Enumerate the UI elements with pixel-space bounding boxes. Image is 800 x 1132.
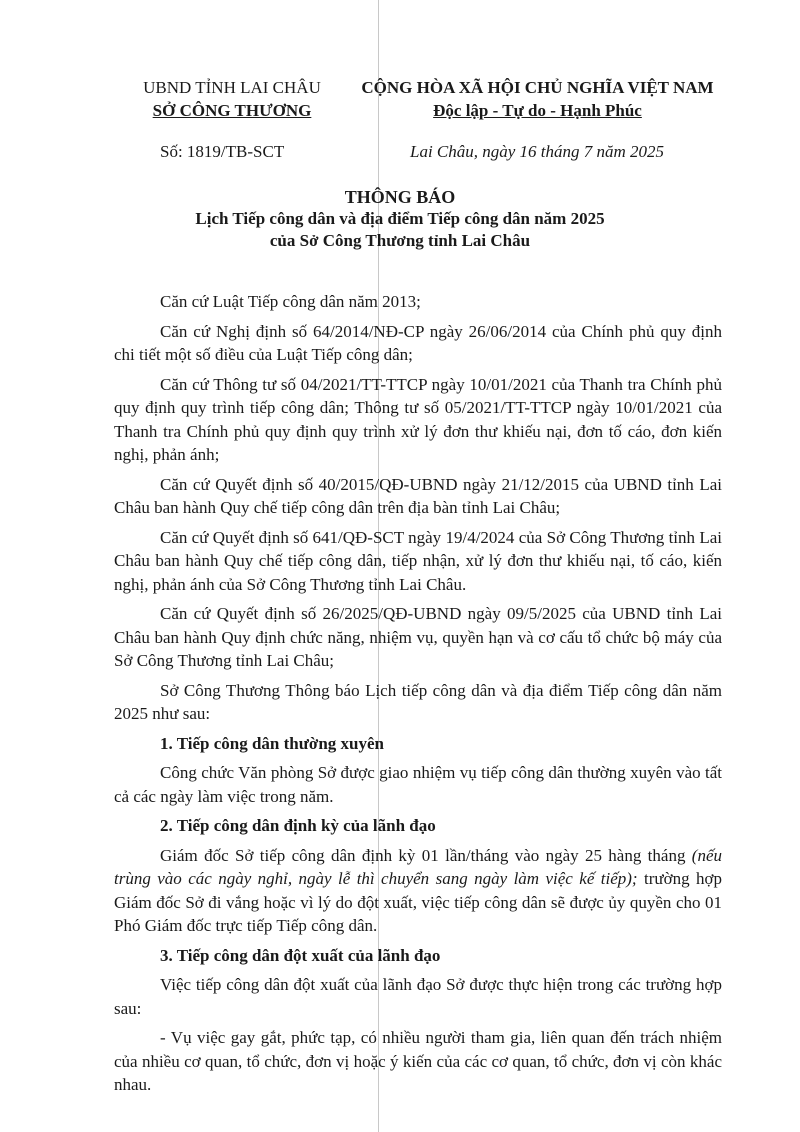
- document-number: Số: 1819/TB-SCT: [160, 142, 285, 161]
- nation-name: CỘNG HÒA XÃ HỘI CHỦ NGHĨA VIỆT NAM: [361, 78, 714, 97]
- paragraph: Căn cứ Luật Tiếp công dân năm 2013;: [160, 292, 421, 311]
- paragraph: Căn cứ Nghị định số 64/2014/NĐ-CP ngày 26/06/2014 của Chính phủ quy định chi tiết một số điều của Luật Tiếp công dân;: [114, 321, 722, 364]
- paragraph: - Vụ việc gay gắt, phức tạp, có nhiều người tham gia, liên quan đến trách nhiệm của nhiều cơ quan, tổ chức, đơn vị hoặc ý kiến của các cơ quan, tổ chức, đơn vị còn khác nhau.: [114, 1028, 722, 1094]
- paragraph: Công chức Văn phòng Sở được giao nhiệm vụ tiếp công dân thường xuyên vào tất cả các ngày làm việc trong năm.: [114, 763, 722, 806]
- parent-organization: UBND TỈNH LAI CHÂU: [143, 78, 321, 97]
- section-heading: 1. Tiếp công dân thường xuyên: [160, 733, 384, 753]
- section-heading: 3. Tiếp công dân đột xuất của lãnh đạo: [160, 945, 441, 965]
- title-line-2: của Sở Công Thương tỉnh Lai Châu: [269, 231, 531, 250]
- paragraph-text: trường hợp Giám đốc Sở đi vắng hoặc vì lý do đột xuất, việc tiếp công dân sẽ được ủy quyền cho 01 Phó Giám đốc trực tiếp Tiếp công dân.: [114, 869, 723, 935]
- issuing-agency: [112, 76, 352, 122]
- document-title: [90, 186, 710, 252]
- paragraph: Căn cứ Quyết định số 641/QĐ-SCT ngày 19/4/2024 của Sở Công Thương tỉnh Lai Châu ban hành Quy chế tiếp công dân, tiếp nhận, xử lý đơn thư khiếu nại, tố cáo, kiến nghị, phản ánh của Sở Công Thương tỉnh Lai Châu.: [114, 527, 722, 594]
- paragraph-text: Giám đốc Sở tiếp công dân định kỳ 01 lần/tháng vào ngày 25 hàng tháng: [160, 845, 686, 865]
- paragraph: [114, 844, 722, 938]
- document-body: [114, 290, 722, 1103]
- national-heading: [345, 76, 730, 122]
- section-heading: 2. Tiếp công dân định kỳ của lãnh đạo: [160, 816, 436, 835]
- document-date: Lai Châu, ngày 16 tháng 7 năm 2025: [410, 142, 665, 161]
- paragraph: Việc tiếp công dân đột xuất của lãnh đạo Sở được thực hiện trong các trường hợp sau:: [114, 975, 722, 1018]
- organization-name: SỞ CÔNG THƯƠNG: [152, 101, 312, 120]
- paragraph: Căn cứ Thông tư số 04/2021/TT-TTCP ngày 10/01/2021 của Thanh tra Chính phủ quy định quy trình tiếp công dân; Thông tư số 05/2021/TT-TTCP ngày 10/01/2021 của Thanh tra Chính phủ quy định quy trình xử lý đơn thư khiếu nại, đơn tố cáo, đơn kiến nghị, phản ánh;: [114, 374, 722, 464]
- paragraph: Sở Công Thương Thông báo Lịch tiếp công dân và địa điểm Tiếp công dân năm 2025 như sau:: [114, 680, 722, 723]
- paragraph: Căn cứ Quyết định số 26/2025/QĐ-UBND ngày 09/5/2025 của UBND tỉnh Lai Châu ban hành Quy định chức năng, nhiệm vụ, quyền hạn và cơ cấu tổ chức bộ máy của Sở Công Thương tỉnh Lai Châu;: [114, 604, 722, 670]
- paragraph: Căn cứ Quyết định số 40/2015/QĐ-UBND ngày 21/12/2015 của UBND tỉnh Lai Châu ban hành Quy chế tiếp công dân trên địa bàn tỉnh Lai Châu;: [114, 474, 722, 517]
- paragraph-italic-note: (nếu trùng vào các ngày nghỉ, ngày lễ thì chuyển sang ngày làm việc kế tiếp);: [114, 845, 723, 888]
- title-line-1: Lịch Tiếp công dân và địa điểm Tiếp công dân năm 2025: [195, 209, 605, 228]
- national-motto: Độc lập - Tự do - Hạnh Phúc: [433, 101, 642, 120]
- title-type: THÔNG BÁO: [344, 187, 456, 207]
